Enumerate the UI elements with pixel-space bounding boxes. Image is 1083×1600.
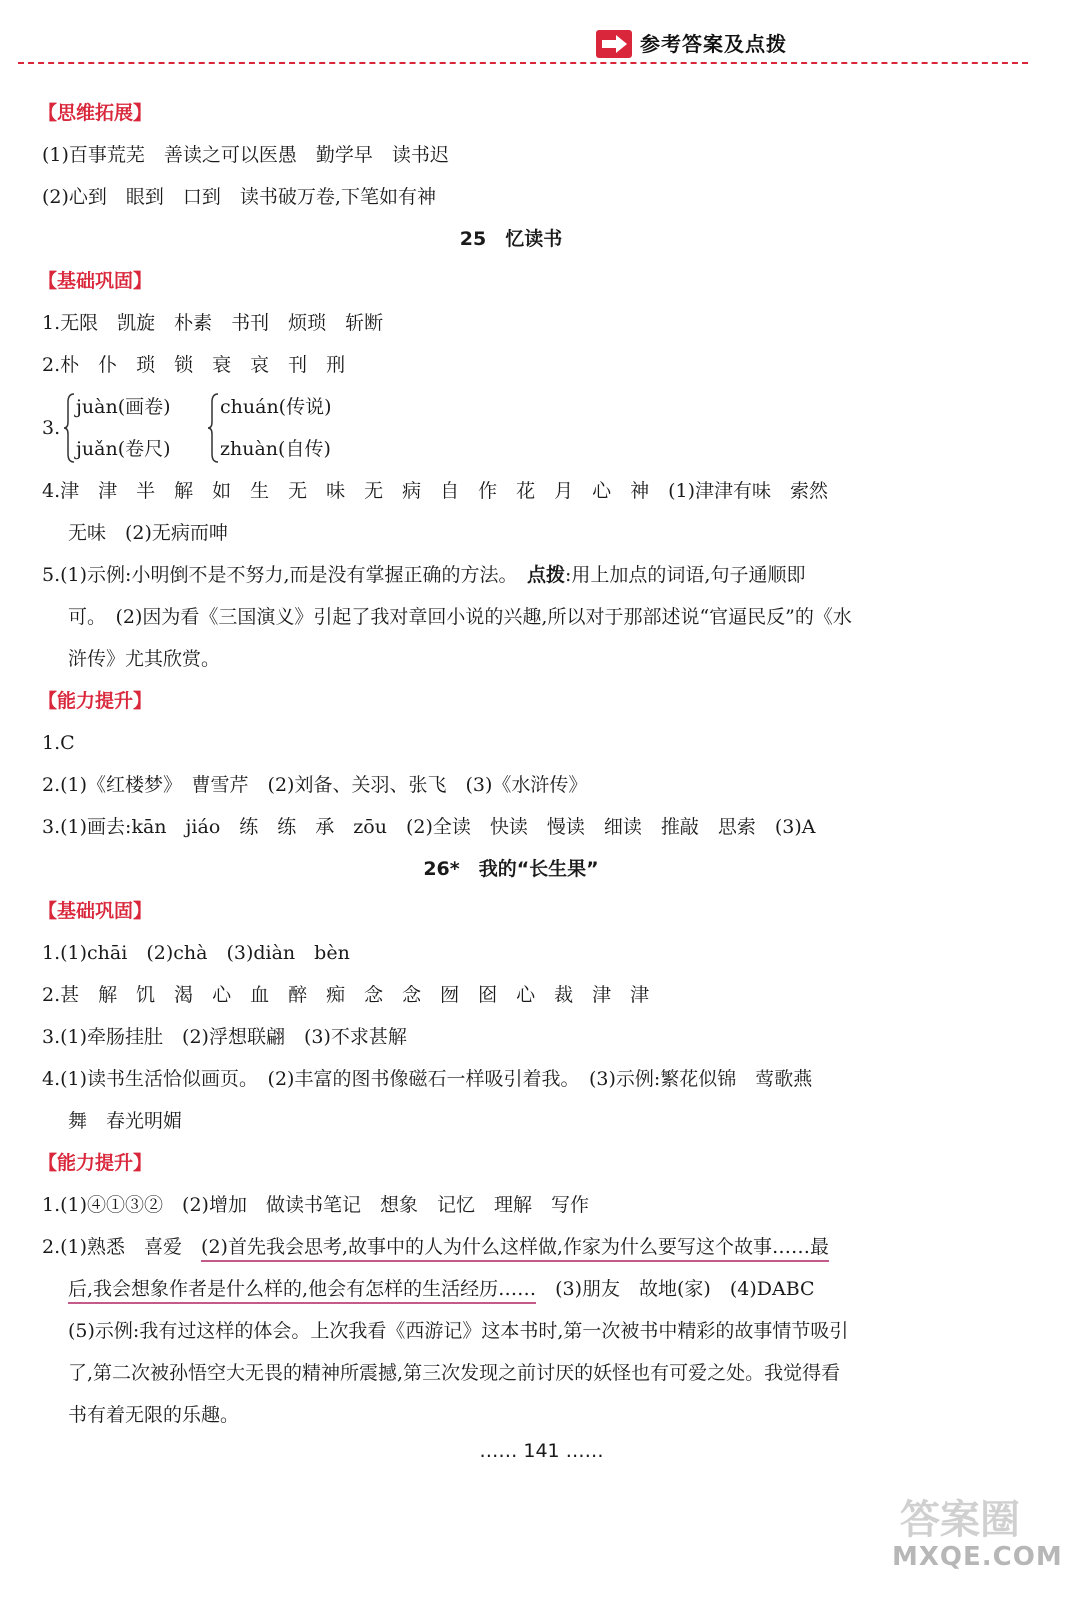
- answer-line: [36, 554, 1036, 596]
- answer-line: 3.(1)牵肠挂肚 (2)浮想联翩 (3)不求甚解: [42, 1026, 407, 1048]
- underlined-answer: 后,我会想象作者是什么样的,他会有怎样的生活经历……: [68, 1278, 536, 1304]
- section-tag: 【基础巩固】: [38, 900, 153, 922]
- answer-line: [36, 1268, 1036, 1310]
- brace-group-juan: [64, 386, 171, 470]
- brace-icon: [64, 392, 76, 464]
- answer-line: 2.甚 解 饥 渴 心 血 醉 痴 念 念 囫 囵 心 裁 津 津: [42, 984, 650, 1006]
- answer-line: 2.朴 仆 琐 锁 衰 哀 刊 刑: [42, 354, 346, 376]
- answer-line: 浒传》尤其欣赏。: [68, 648, 221, 670]
- underlined-answer: (2)首先我会思考,故事中的人为什么这样做,作家为什么要写这个故事……最: [201, 1236, 829, 1262]
- header-divider: [18, 62, 1028, 64]
- answer-line: [36, 1226, 1036, 1268]
- arrow-icon: [596, 30, 632, 58]
- answer-text: 5.(1)示例:小明倒不是不努力,而是没有掌握正确的方法。: [42, 564, 527, 586]
- pinyin-entry: juàn(画卷): [76, 396, 171, 418]
- section-tag: 【思维拓展】: [38, 102, 153, 124]
- answer-line: 3.(1)画去:kān jiáo 练 练 承 zōu (2)全读 快读 慢读 细读 推敲 思索 (3)A: [42, 816, 816, 838]
- brace-group-chuan: [208, 386, 332, 470]
- answer-line: (2)心到 眼到 口到 读书破万卷,下笔如有神: [42, 186, 436, 208]
- answer-content: [36, 92, 1036, 1436]
- answer-line: 舞 春光明媚: [68, 1110, 183, 1132]
- answer-line: (5)示例:我有过这样的体会。上次我看《西游记》这本书时,第一次被书中精彩的故事情节吸引: [68, 1320, 849, 1342]
- pinyin-entry: chuán(传说): [220, 396, 332, 418]
- answer-line: 4.(1)读书生活恰似画页。 (2)丰富的图书像磁石一样吸引着我。 (3)示例:繁花似锦 莺歌燕: [42, 1068, 813, 1090]
- section-tag: 【能力提升】: [38, 690, 153, 712]
- answer-line: 了,第二次被孙悟空大无畏的精神所震撼,第三次发现之前讨厌的妖怪也有可爱之处。我觉得看: [68, 1362, 841, 1384]
- lesson-title: 26* 我的“长生果”: [423, 858, 599, 880]
- answer-line: 可。 (2)因为看《三国演义》引起了我对章回小说的兴趣,所以对于那部述说“官逼民反”的《水: [68, 606, 852, 628]
- answer-line: 2.(1)《红楼梦》 曹雪芹 (2)刘备、关羽、张飞 (3)《水浒传》: [42, 774, 588, 796]
- header-title: 参考答案及点拨: [640, 32, 787, 56]
- question-number: 3.: [42, 417, 61, 439]
- answer-line: (1)百事荒芜 善读之可以医愚 勤学早 读书迟: [42, 144, 449, 166]
- answer-line: 书有着无限的乐趣。: [68, 1404, 240, 1426]
- brace-icon: [208, 392, 220, 464]
- answer-line: 1.(1)chāi (2)chà (3)diàn bèn: [42, 942, 350, 964]
- answer-line: 4.津 津 半 解 如 生 无 味 无 病 自 作 花 月 心 神 (1)津津有味 索然: [42, 480, 829, 502]
- answer-line: 1.(1)④①③② (2)增加 做读书笔记 想象 记忆 理解 写作: [42, 1194, 589, 1216]
- pinyin-entry: juǎn(卷尺): [76, 438, 171, 460]
- tip-label: 点拨: [526, 564, 565, 586]
- answer-text: (3)朋友 故地(家) (4)DABC: [536, 1278, 815, 1300]
- section-tag: 【能力提升】: [38, 1152, 153, 1174]
- answer-line: 无味 (2)无病而呻: [68, 522, 228, 544]
- watermark-logo: 答案圈: [900, 1497, 1020, 1543]
- answer-line: 1.C: [42, 732, 75, 754]
- watermark-url: MXQE.COM: [892, 1542, 1063, 1572]
- section-tag: 【基础巩固】: [38, 270, 153, 292]
- answer-line: 1.无限 凯旋 朴素 书刊 烦琐 斩断: [42, 312, 384, 334]
- pinyin-brace-question: [36, 386, 1036, 470]
- page-number: …… 141 ……: [479, 1440, 604, 1462]
- page-header: [0, 28, 1083, 64]
- pinyin-entry: zhuàn(自传): [220, 438, 331, 460]
- lesson-title: 25 忆读书: [459, 228, 563, 250]
- answer-text: :用上加点的词语,句子通顺即: [565, 564, 806, 586]
- answer-text: 2.(1)熟悉 喜爱: [42, 1236, 202, 1258]
